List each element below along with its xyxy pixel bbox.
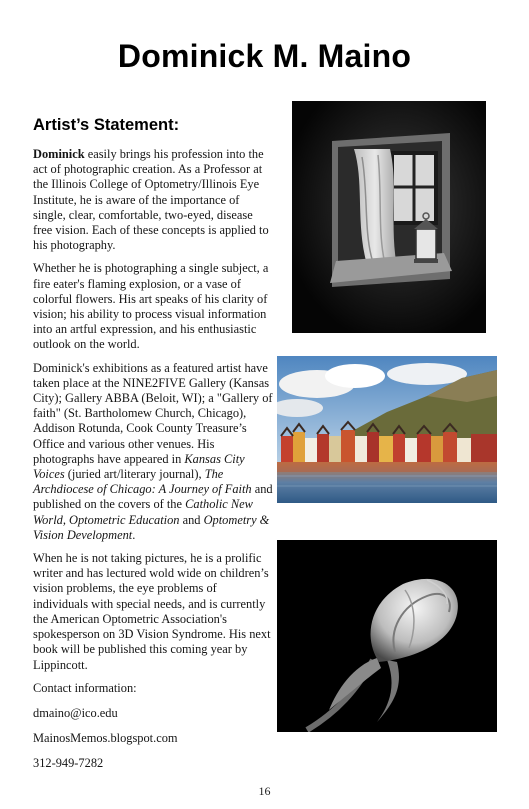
rose-photo [277, 540, 497, 732]
page-number: 16 [258, 784, 271, 798]
contact-label: Contact information: [33, 680, 137, 695]
window-photo [292, 101, 486, 333]
paragraph-1: Dominick easily brings his profession into the act of photographic creation. As a Professor at the Illinois College of Optometry/Illinois Eye Institute, he is aware of the importance of single, clear, comfortable, two-eyed, disease free vision. Each of these concepts is applied to his photography. [33, 147, 269, 253]
contact-phone: 312-949-7282 [33, 756, 104, 771]
artist-name-bold: Dominick [33, 147, 85, 161]
contact-website: MainosMemos.blogspot.com [33, 731, 178, 746]
artist-statement-text [33, 147, 273, 782]
paragraph-4: When he is not taking pictures, he is a prolific writer and has lectured wold wide on children’s vision problems, the eye problems of individuals with special needs, and is currently the American Optometric Association's spokesperson on 3D Vision Syndrome. His next book will be published this coming year by Lippincott. [33, 551, 271, 672]
harbor-photo [277, 356, 497, 503]
section-heading: Artist’s Statement: [33, 116, 180, 134]
page-title: Dominick M. Maino [117, 38, 412, 74]
paragraph-3: Dominick's exhibitions as a featured artist have taken place at the NINE2FIVE Gallery (Kansas City); Gallery ABBA (Beloit, WI); a "Gallery of faith" (St. Bartholomew Church, Chicago), Addison Rotunda, Cook County Treasure’s Office and various other venues. His photographs have appeared in Kansas City Voices (juried art/literary journal), The Archdiocese of Chicago: A Journey of Faith and published on the covers of the Catholic New World, Optometric Education and Optometry & Vision Development. [33, 360, 273, 542]
contact-email: dmaino@ico.edu [33, 705, 118, 720]
paragraph-2: Whether he is photographing a single subject, a fire eater's flaming explosion, or a vase of colorful flowers. His art speaks of his clarity of vision; his ability to process visual information into an artful expression, and his enthusiastic outlook on the world. [33, 261, 269, 352]
